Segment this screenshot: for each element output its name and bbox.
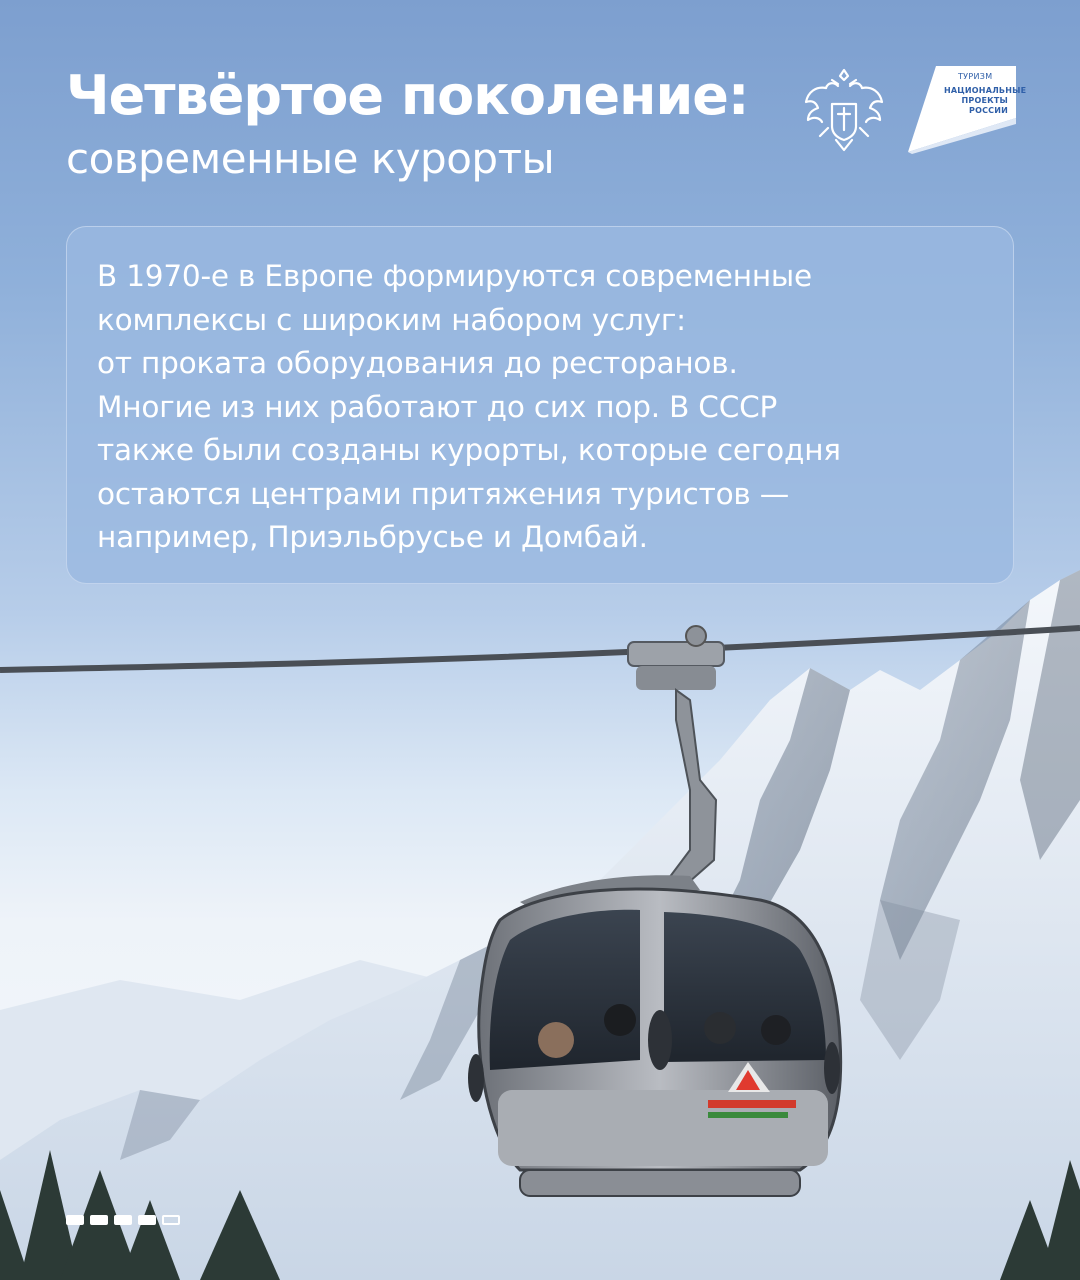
info-line: остаются центрами притяжения туристов —: [97, 476, 790, 511]
cable: [0, 628, 1080, 670]
pager-dot[interactable]: [114, 1215, 132, 1225]
slide-pager: [66, 1215, 180, 1227]
logo-tourism-label: ТУРИЗМ: [958, 72, 993, 81]
russian-coat-of-arms-icon: [798, 64, 890, 156]
page-title: Четвёртое поколение:: [66, 64, 749, 127]
pager-dot-current[interactable]: [162, 1215, 180, 1225]
logo-line-3: РОССИИ: [969, 106, 1008, 115]
info-panel: [66, 226, 1014, 584]
pager-dot[interactable]: [90, 1215, 108, 1225]
info-line: комплексы с широким набором услуг:: [97, 302, 686, 337]
info-line: Многие из них работают до сих пор. В СССР: [97, 389, 778, 424]
info-line: В 1970-е в Европе формируются современные: [97, 259, 812, 293]
info-line: например, Приэльбрусье и Домбай.: [97, 520, 648, 554]
page-subtitle: современные курорты: [66, 134, 555, 183]
pager-dot[interactable]: [66, 1215, 84, 1225]
info-line: также были созданы курорты, которые сегодня: [97, 433, 841, 467]
info-line: от проката оборудования до ресторанов.: [97, 346, 738, 380]
pager-dot[interactable]: [138, 1215, 156, 1225]
logo-line-1: НАЦИОНАЛЬНЫЕ: [944, 86, 1027, 95]
logo-line-2: ПРОЕКТЫ: [961, 96, 1008, 105]
